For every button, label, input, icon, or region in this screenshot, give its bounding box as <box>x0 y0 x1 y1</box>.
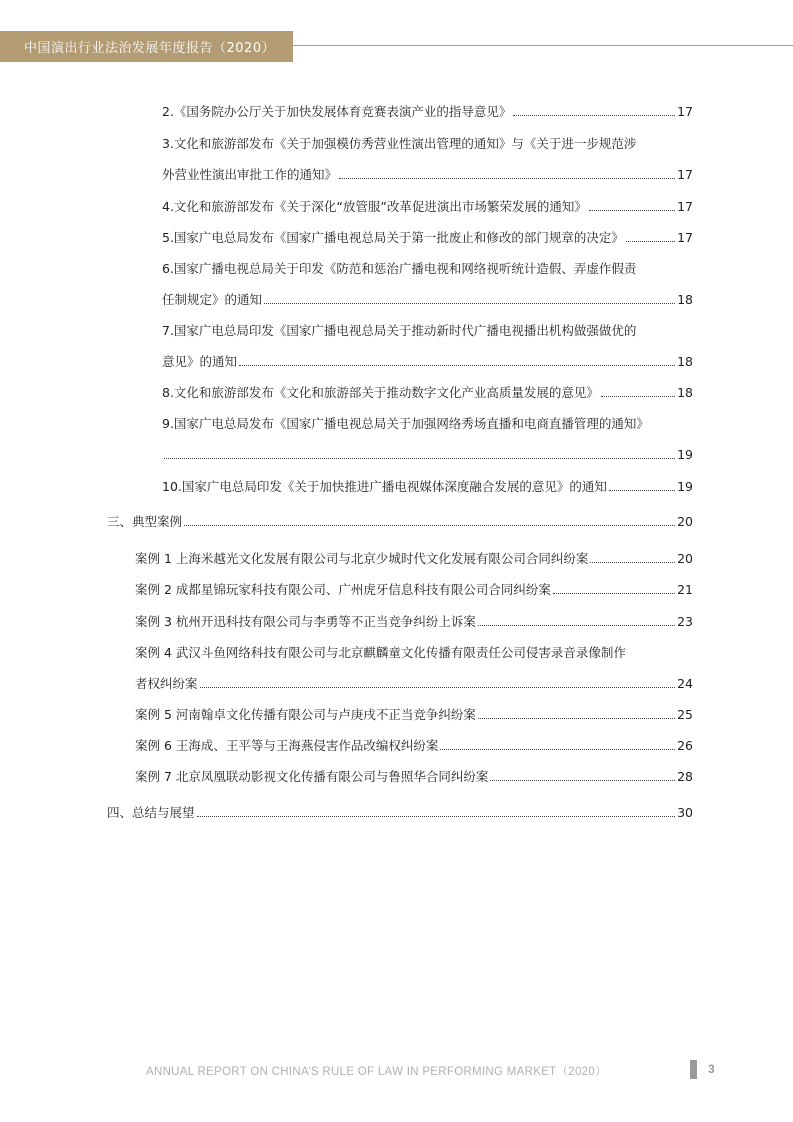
toc-entry-label: 10.国家广电总局印发《关于加快推进广播电视媒体深度融合发展的意见》的通知 <box>162 479 607 494</box>
toc-page-number: 20 <box>677 514 693 529</box>
toc-page-number: 25 <box>677 707 693 722</box>
toc-leader-dots <box>601 385 675 397</box>
toc-entry-5[interactable] <box>162 230 693 246</box>
toc-page-number: 19 <box>677 447 693 462</box>
toc-leader-dots <box>478 614 675 626</box>
toc-page-number: 19 <box>677 479 693 494</box>
toc-entry-6[interactable] <box>162 292 693 308</box>
toc-leader-dots <box>339 167 675 179</box>
toc-entry-3-line1[interactable]: 3.文化和旅游部发布《关于加强模仿秀营业性演出管理的通知》与《关于进一步规范涉 <box>162 136 637 151</box>
footer-page-number: 3 <box>708 1062 715 1076</box>
toc-entry-label: 案例 3 杭州开迅科技有限公司与李勇等不正当竞争纠纷上诉案 <box>135 614 476 629</box>
toc-page-number: 17 <box>677 167 693 182</box>
toc-entry-6-line1[interactable]: 6.国家广播电视总局关于印发《防范和惩治广播电视和网络视听统计造假、弄虚作假责 <box>162 261 637 276</box>
toc-entry-label: 4.文化和旅游部发布《关于深化“放管服”改革促进演出市场繁荣发展的通知》 <box>162 199 587 214</box>
toc-section-4[interactable] <box>107 805 693 821</box>
toc-leader-dots <box>513 104 675 116</box>
toc-leader-dots <box>264 292 675 304</box>
toc-page-number: 30 <box>677 805 693 820</box>
toc-entry-label: 案例 6 王海成、王平等与王海燕侵害作品改编权纠纷案 <box>135 738 439 753</box>
toc-leader-dots <box>239 354 675 366</box>
toc-entry-label: 案例 2 成都星锦玩家科技有限公司、广州虎牙信息科技有限公司合同纠纷案 <box>135 582 551 597</box>
toc-entry-label: 8.文化和旅游部发布《文化和旅游部关于推动数字文化产业高质量发展的意见》 <box>162 385 599 400</box>
toc-page-number: 18 <box>677 385 693 400</box>
toc-case-3[interactable] <box>135 614 693 630</box>
toc-case-4[interactable] <box>135 676 693 692</box>
toc-leader-dots <box>440 738 675 750</box>
toc-leader-dots <box>589 199 675 211</box>
header-title: 中国演出行业法治发展年度报告（2020） <box>24 41 276 56</box>
toc-leader-dots <box>478 707 675 719</box>
toc-leader-dots <box>184 514 675 526</box>
toc-leader-dots <box>490 769 675 781</box>
toc-case-1[interactable] <box>135 551 693 567</box>
toc-page-number: 21 <box>677 582 693 597</box>
toc-case-7[interactable] <box>135 769 693 785</box>
toc-section-label: 四、总结与展望 <box>107 805 195 820</box>
toc-case-6[interactable] <box>135 738 693 754</box>
toc-entry-4[interactable] <box>162 199 693 215</box>
toc-entry-7-line1[interactable]: 7.国家广电总局印发《国家广播电视总局关于推动新时代广播电视播出机构做强做优的 <box>162 323 637 338</box>
toc-page-number: 24 <box>677 676 693 691</box>
toc-leader-dots <box>197 805 676 817</box>
toc-leader-dots <box>200 676 676 688</box>
toc-entry-label: 2.《国务院办公厅关于加快发展体育竞赛表演产业的指导意见》 <box>162 104 512 119</box>
toc-page-number: 17 <box>677 199 693 214</box>
footer-title: ANNUAL REPORT ON CHINA’S RULE OF LAW IN PERFORMING MARKET（2020） <box>146 1066 607 1078</box>
toc-entry-label: 5.国家广电总局发布《国家广播电视总局关于第一批废止和修改的部门规章的决定》 <box>162 230 624 245</box>
footer-bar <box>690 1060 697 1079</box>
toc-leader-dots <box>553 582 675 594</box>
toc-page-number: 18 <box>677 354 693 369</box>
toc-entry-3[interactable] <box>162 167 693 183</box>
toc-page-number: 17 <box>677 230 693 245</box>
toc-entry-label: 案例 1 上海米越光文化发展有限公司与北京少城时代文化发展有限公司合同纠纷案 <box>135 551 589 566</box>
toc-entry-7[interactable] <box>162 354 693 370</box>
toc-leader-dots <box>609 479 675 491</box>
toc-entry-label: 意见》的通知 <box>162 354 238 369</box>
toc-entry-label: 案例 7 北京凤凰联动影视文化传播有限公司与鲁照华合同纠纷案 <box>135 769 489 784</box>
toc-entry-2[interactable] <box>162 104 693 120</box>
toc-leader-dots <box>164 447 675 459</box>
toc-page-number: 20 <box>677 551 693 566</box>
toc-case-2[interactable] <box>135 582 693 598</box>
toc-entry-10[interactable] <box>162 479 693 495</box>
toc-page-number: 23 <box>677 614 693 629</box>
header-rule <box>293 45 793 46</box>
toc-leader-dots <box>590 551 675 563</box>
toc-leader-dots <box>626 230 675 242</box>
toc-entry-9[interactable] <box>162 447 693 463</box>
toc-entry-8[interactable] <box>162 385 693 401</box>
toc-entry-label: 任制规定》的通知 <box>162 292 263 307</box>
toc-case-4-line1[interactable]: 案例 4 武汉斗鱼网络科技有限公司与北京麒麟童文化传播有限责任公司侵害录音录像制作 <box>135 645 626 660</box>
toc-entry-9-line1[interactable]: 9.国家广电总局发布《国家广播电视总局关于加强网络秀场直播和电商直播管理的通知》 <box>162 416 649 431</box>
toc-section-label: 三、典型案例 <box>107 514 183 529</box>
toc-section-3[interactable] <box>107 514 693 530</box>
toc-case-5[interactable] <box>135 707 693 723</box>
toc-entry-label: 案例 5 河南翰卓文化传播有限公司与卢庚戌不正当竞争纠纷案 <box>135 707 476 722</box>
toc-page-number: 28 <box>677 769 693 784</box>
toc-page-number: 26 <box>677 738 693 753</box>
toc-page-number: 18 <box>677 292 693 307</box>
toc-entry-label: 者权纠纷案 <box>135 676 198 691</box>
toc-page-number: 17 <box>677 104 693 119</box>
toc-entry-label: 外营业性演出审批工作的通知》 <box>162 167 338 182</box>
